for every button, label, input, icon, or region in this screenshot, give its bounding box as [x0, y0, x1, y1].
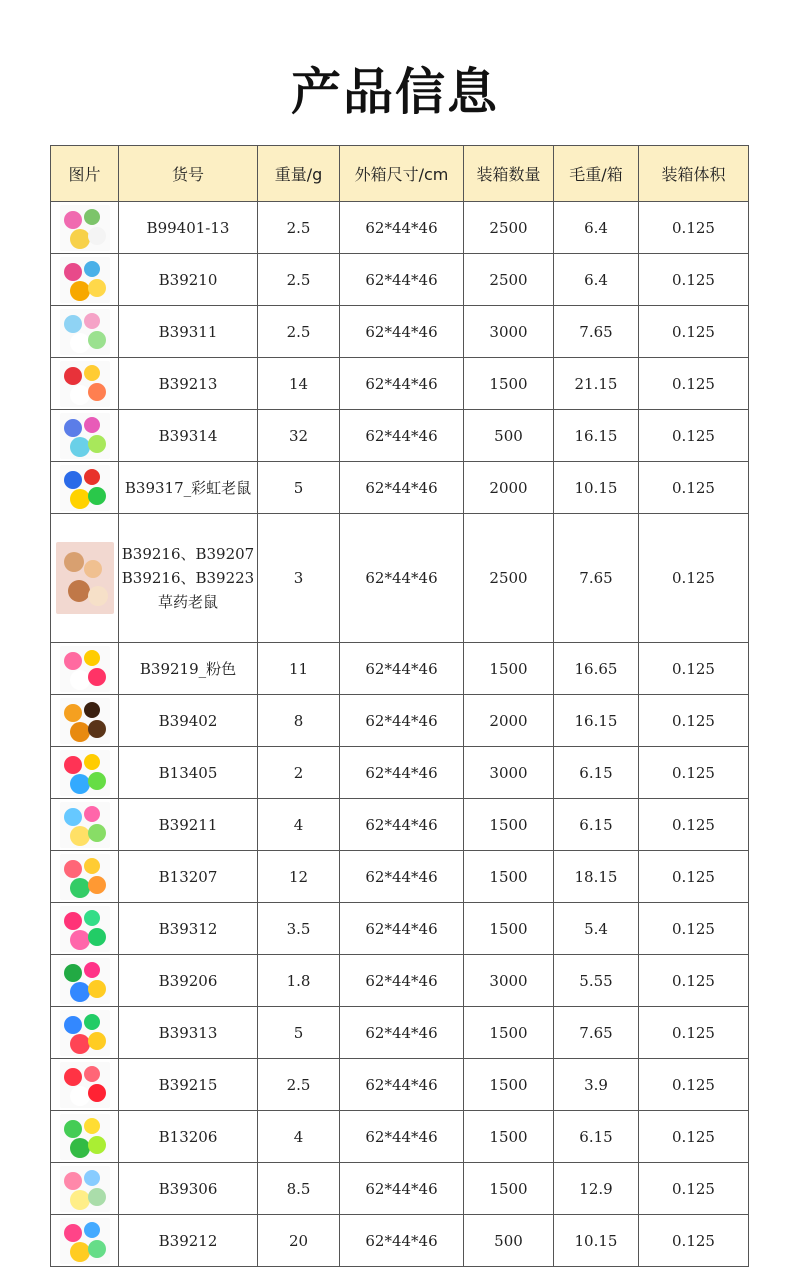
- header-carton-size: 外箱尺寸/cm: [340, 146, 464, 202]
- toy-shape: [88, 331, 106, 349]
- product-weight: 14: [258, 358, 340, 410]
- herb-mice-toy-icon: [56, 542, 114, 614]
- toy-shape: [64, 808, 82, 826]
- gross-weight: 3.9: [554, 1059, 639, 1111]
- toy-shape: [70, 281, 90, 301]
- product-weight: 8: [258, 695, 340, 747]
- carton-volume: 0.125: [639, 202, 749, 254]
- product-image-cell: [51, 695, 119, 747]
- toy-shape: [88, 227, 106, 245]
- rainbow-balls-toy-icon: [60, 750, 110, 796]
- table-row: [51, 1163, 749, 1215]
- table-header-row: [51, 146, 749, 202]
- carton-size: 62*44*46: [340, 695, 464, 747]
- feather-mouse-toy-icon: [60, 205, 110, 251]
- product-weight: 1.8: [258, 955, 340, 1007]
- product-weight: 3.5: [258, 903, 340, 955]
- carton-size: 62*44*46: [340, 1059, 464, 1111]
- product-code: B39213: [119, 358, 258, 410]
- carton-size: 62*44*46: [340, 1111, 464, 1163]
- toy-shape: [88, 668, 106, 686]
- carton-volume: 0.125: [639, 799, 749, 851]
- table-row: [51, 695, 749, 747]
- carton-quantity: 1500: [464, 358, 554, 410]
- carton-quantity: 1500: [464, 1111, 554, 1163]
- gross-weight: 6.15: [554, 1111, 639, 1163]
- table-row: [51, 1007, 749, 1059]
- product-image-cell: [51, 851, 119, 903]
- product-weight: 4: [258, 799, 340, 851]
- product-code: B39212: [119, 1215, 258, 1267]
- toy-shape: [64, 1120, 82, 1138]
- toy-shape: [88, 487, 106, 505]
- product-image-cell: [51, 514, 119, 643]
- toy-shape: [88, 1084, 106, 1102]
- carton-volume: 0.125: [639, 747, 749, 799]
- toy-shape: [64, 756, 82, 774]
- gross-weight: 10.15: [554, 462, 639, 514]
- carton-size: 62*44*46: [340, 799, 464, 851]
- product-code: B39317_彩虹老鼠: [119, 462, 258, 514]
- toy-shape: [84, 806, 100, 822]
- table-row: [51, 799, 749, 851]
- carton-quantity: 1500: [464, 1007, 554, 1059]
- table-row: [51, 955, 749, 1007]
- toy-shape: [88, 383, 106, 401]
- carton-quantity: 1500: [464, 643, 554, 695]
- header-image: 图片: [51, 146, 119, 202]
- product-code: B39314: [119, 410, 258, 462]
- gross-weight: 6.15: [554, 799, 639, 851]
- carton-size: 62*44*46: [340, 1163, 464, 1215]
- carton-size: 62*44*46: [340, 851, 464, 903]
- carton-size: 62*44*46: [340, 254, 464, 306]
- carton-quantity: 3000: [464, 747, 554, 799]
- table-row: [51, 462, 749, 514]
- carton-size: 62*44*46: [340, 955, 464, 1007]
- toy-shape: [88, 980, 106, 998]
- toy-shape: [70, 774, 90, 794]
- table-row: [51, 410, 749, 462]
- gross-weight: 5.4: [554, 903, 639, 955]
- carton-volume: 0.125: [639, 903, 749, 955]
- product-image-cell: [51, 799, 119, 851]
- toy-shape: [70, 982, 90, 1002]
- toy-shape: [70, 826, 90, 846]
- toy-shape: [88, 435, 106, 453]
- toy-shape: [88, 772, 106, 790]
- table-row: [51, 903, 749, 955]
- gross-weight: 21.15: [554, 358, 639, 410]
- toy-shape: [88, 928, 106, 946]
- toy-shape: [88, 1136, 106, 1154]
- product-weight: 32: [258, 410, 340, 462]
- product-weight: 2.5: [258, 1059, 340, 1111]
- gross-weight: 18.15: [554, 851, 639, 903]
- carton-quantity: 500: [464, 410, 554, 462]
- product-image-cell: [51, 1007, 119, 1059]
- toy-shape: [70, 930, 90, 950]
- product-image-cell: [51, 254, 119, 306]
- feather-balls-toy-icon: [60, 802, 110, 848]
- carton-quantity: 2000: [464, 462, 554, 514]
- gross-weight: 16.15: [554, 410, 639, 462]
- product-weight: 3: [258, 514, 340, 643]
- carton-quantity: 2500: [464, 254, 554, 306]
- toy-shape: [88, 720, 106, 738]
- toy-shape: [64, 964, 82, 982]
- product-weight: 5: [258, 1007, 340, 1059]
- table-row: [51, 643, 749, 695]
- gross-weight: 7.65: [554, 514, 639, 643]
- toy-shape: [64, 315, 82, 333]
- product-image-cell: [51, 462, 119, 514]
- pink-mice-toy-icon: [60, 646, 110, 692]
- carton-size: 62*44*46: [340, 1007, 464, 1059]
- toy-shape: [70, 1138, 90, 1158]
- carton-size: 62*44*46: [340, 306, 464, 358]
- table-row: [51, 306, 749, 358]
- toy-shape: [84, 1222, 100, 1238]
- green-balls-toy-icon: [60, 1114, 110, 1160]
- carton-volume: 0.125: [639, 851, 749, 903]
- wire-balls-toy-icon: [60, 1218, 110, 1264]
- toy-shape: [88, 824, 106, 842]
- carton-quantity: 2500: [464, 202, 554, 254]
- product-weight: 2.5: [258, 254, 340, 306]
- toy-shape: [64, 552, 84, 572]
- carton-volume: 0.125: [639, 643, 749, 695]
- toy-shape: [84, 702, 100, 718]
- product-image-cell: [51, 903, 119, 955]
- carton-volume: 0.125: [639, 1111, 749, 1163]
- carton-quantity: 3000: [464, 955, 554, 1007]
- toy-shape: [64, 1068, 82, 1086]
- carton-volume: 0.125: [639, 254, 749, 306]
- carton-quantity: 1500: [464, 851, 554, 903]
- product-code: B39216、B39207 B39216、B39223 草药老鼠: [119, 514, 258, 643]
- glitter-balls-toy-icon: [60, 413, 110, 459]
- carton-quantity: 1500: [464, 1059, 554, 1111]
- product-code: B99401-13: [119, 202, 258, 254]
- carton-quantity: 2500: [464, 514, 554, 643]
- toy-shape: [84, 209, 100, 225]
- carton-volume: 0.125: [639, 1163, 749, 1215]
- toy-shape: [84, 1014, 100, 1030]
- toy-shape: [64, 1172, 82, 1190]
- toy-shape: [84, 1118, 100, 1134]
- toy-shape: [70, 1242, 90, 1262]
- carton-size: 62*44*46: [340, 462, 464, 514]
- toy-shape: [64, 912, 82, 930]
- toy-shape: [84, 365, 100, 381]
- toy-shape: [64, 1224, 82, 1242]
- gross-weight: 6.4: [554, 202, 639, 254]
- product-code: B39306: [119, 1163, 258, 1215]
- carton-size: 62*44*46: [340, 747, 464, 799]
- toy-shape: [84, 650, 100, 666]
- toy-shape: [88, 1188, 106, 1206]
- product-weight: 5: [258, 462, 340, 514]
- toy-shape: [64, 419, 82, 437]
- gross-weight: 16.65: [554, 643, 639, 695]
- toy-shape: [68, 580, 90, 602]
- product-weight: 2.5: [258, 202, 340, 254]
- carton-size: 62*44*46: [340, 1215, 464, 1267]
- product-image-cell: [51, 358, 119, 410]
- product-image-cell: [51, 955, 119, 1007]
- bell-rollers-toy-icon: [60, 854, 110, 900]
- header-code: 货号: [119, 146, 258, 202]
- toy-shape: [84, 261, 100, 277]
- product-info-table: [50, 145, 749, 1267]
- product-image-cell: [51, 1059, 119, 1111]
- crinkle-rolls-toy-icon: [60, 958, 110, 1004]
- header-gross-weight: 毛重/箱: [554, 146, 639, 202]
- toy-shape: [70, 385, 90, 405]
- header-weight: 重量/g: [258, 146, 340, 202]
- toy-shape: [88, 586, 108, 606]
- product-code: B39215: [119, 1059, 258, 1111]
- toy-shape: [84, 560, 102, 578]
- product-image-cell: [51, 1163, 119, 1215]
- product-code: B39210: [119, 254, 258, 306]
- header-volume: 装箱体积: [639, 146, 749, 202]
- toy-shape: [70, 878, 90, 898]
- toy-shape: [64, 860, 82, 878]
- pink-cage-ball-toy-icon: [60, 906, 110, 952]
- toy-shape: [84, 469, 100, 485]
- product-weight: 8.5: [258, 1163, 340, 1215]
- carton-quantity: 1500: [464, 1163, 554, 1215]
- product-code: B13207: [119, 851, 258, 903]
- toy-shape: [84, 962, 100, 978]
- carton-size: 62*44*46: [340, 410, 464, 462]
- page-title: 产品信息: [291, 63, 499, 121]
- gross-weight: 5.55: [554, 955, 639, 1007]
- carton-quantity: 1500: [464, 799, 554, 851]
- product-weight: 20: [258, 1215, 340, 1267]
- toy-shape: [70, 670, 90, 690]
- header-quantity: 装箱数量: [464, 146, 554, 202]
- toy-shape: [70, 229, 90, 249]
- carton-volume: 0.125: [639, 1007, 749, 1059]
- gross-weight: 12.9: [554, 1163, 639, 1215]
- product-code: B13206: [119, 1111, 258, 1163]
- carton-volume: 0.125: [639, 462, 749, 514]
- carton-size: 62*44*46: [340, 358, 464, 410]
- product-image-cell: [51, 747, 119, 799]
- product-code: B39312: [119, 903, 258, 955]
- toy-shape: [70, 437, 90, 457]
- table-row: [51, 1059, 749, 1111]
- product-code: B39402: [119, 695, 258, 747]
- product-code: B39311: [119, 306, 258, 358]
- toy-shape: [88, 1240, 106, 1258]
- toy-shape: [88, 1032, 106, 1050]
- table-row: [51, 747, 749, 799]
- toy-shape: [84, 858, 100, 874]
- toy-shape: [64, 471, 82, 489]
- product-weight: 2.5: [258, 306, 340, 358]
- toy-shape: [84, 313, 100, 329]
- toy-shape: [70, 1034, 90, 1054]
- toy-shape: [64, 652, 82, 670]
- product-image-cell: [51, 410, 119, 462]
- toy-shape: [64, 211, 82, 229]
- carton-volume: 0.125: [639, 514, 749, 643]
- table-row: [51, 358, 749, 410]
- toy-shape: [88, 279, 106, 297]
- product-image-cell: [51, 1215, 119, 1267]
- gross-weight: 6.4: [554, 254, 639, 306]
- carton-volume: 0.125: [639, 955, 749, 1007]
- leopard-ball-toy-icon: [60, 698, 110, 744]
- product-image-cell: [51, 1111, 119, 1163]
- thread-balls-toy-icon: [60, 1166, 110, 1212]
- table-row: [51, 1215, 749, 1267]
- carton-volume: 0.125: [639, 358, 749, 410]
- table-row: [51, 514, 749, 643]
- product-code: B39313: [119, 1007, 258, 1059]
- toy-shape: [70, 1190, 90, 1210]
- toy-shape: [64, 704, 82, 722]
- carton-size: 62*44*46: [340, 202, 464, 254]
- colorful-mice-toy-icon: [60, 257, 110, 303]
- striped-mice-toy-icon: [60, 361, 110, 407]
- gross-weight: 10.15: [554, 1215, 639, 1267]
- toy-shape: [64, 367, 82, 385]
- table-row: [51, 202, 749, 254]
- product-code: B13405: [119, 747, 258, 799]
- carton-size: 62*44*46: [340, 514, 464, 643]
- toy-shape: [70, 722, 90, 742]
- carton-volume: 0.125: [639, 306, 749, 358]
- toy-shape: [84, 417, 100, 433]
- carton-quantity: 3000: [464, 306, 554, 358]
- toy-shape: [70, 489, 90, 509]
- toy-shape: [64, 263, 82, 281]
- toy-shape: [84, 754, 100, 770]
- rainbow-mouse-toy-icon: [60, 465, 110, 511]
- product-code: B39206: [119, 955, 258, 1007]
- product-code: B39219_粉色: [119, 643, 258, 695]
- table-row: [51, 851, 749, 903]
- carton-volume: 0.125: [639, 410, 749, 462]
- toy-shape: [64, 1016, 82, 1034]
- toy-shape: [70, 333, 90, 353]
- product-weight: 11: [258, 643, 340, 695]
- toy-shape: [84, 910, 100, 926]
- gross-weight: 16.15: [554, 695, 639, 747]
- spotted-balls-toy-icon: [60, 1010, 110, 1056]
- product-code: B39211: [119, 799, 258, 851]
- table-row: [51, 1111, 749, 1163]
- carton-size: 62*44*46: [340, 643, 464, 695]
- red-pompom-balls-toy-icon: [60, 1062, 110, 1108]
- carton-size: 62*44*46: [340, 903, 464, 955]
- product-image-cell: [51, 202, 119, 254]
- carton-quantity: 1500: [464, 903, 554, 955]
- gross-weight: 6.15: [554, 747, 639, 799]
- product-weight: 4: [258, 1111, 340, 1163]
- carton-volume: 0.125: [639, 1215, 749, 1267]
- carton-volume: 0.125: [639, 1059, 749, 1111]
- product-image-cell: [51, 643, 119, 695]
- gross-weight: 7.65: [554, 1007, 639, 1059]
- carton-quantity: 2000: [464, 695, 554, 747]
- plush-mice-toy-icon: [60, 309, 110, 355]
- product-image-cell: [51, 306, 119, 358]
- product-weight: 2: [258, 747, 340, 799]
- toy-shape: [88, 876, 106, 894]
- product-weight: 12: [258, 851, 340, 903]
- toy-shape: [84, 1066, 100, 1082]
- table-row: [51, 254, 749, 306]
- toy-shape: [70, 1086, 90, 1106]
- gross-weight: 7.65: [554, 306, 639, 358]
- carton-volume: 0.125: [639, 695, 749, 747]
- toy-shape: [84, 1170, 100, 1186]
- carton-quantity: 500: [464, 1215, 554, 1267]
